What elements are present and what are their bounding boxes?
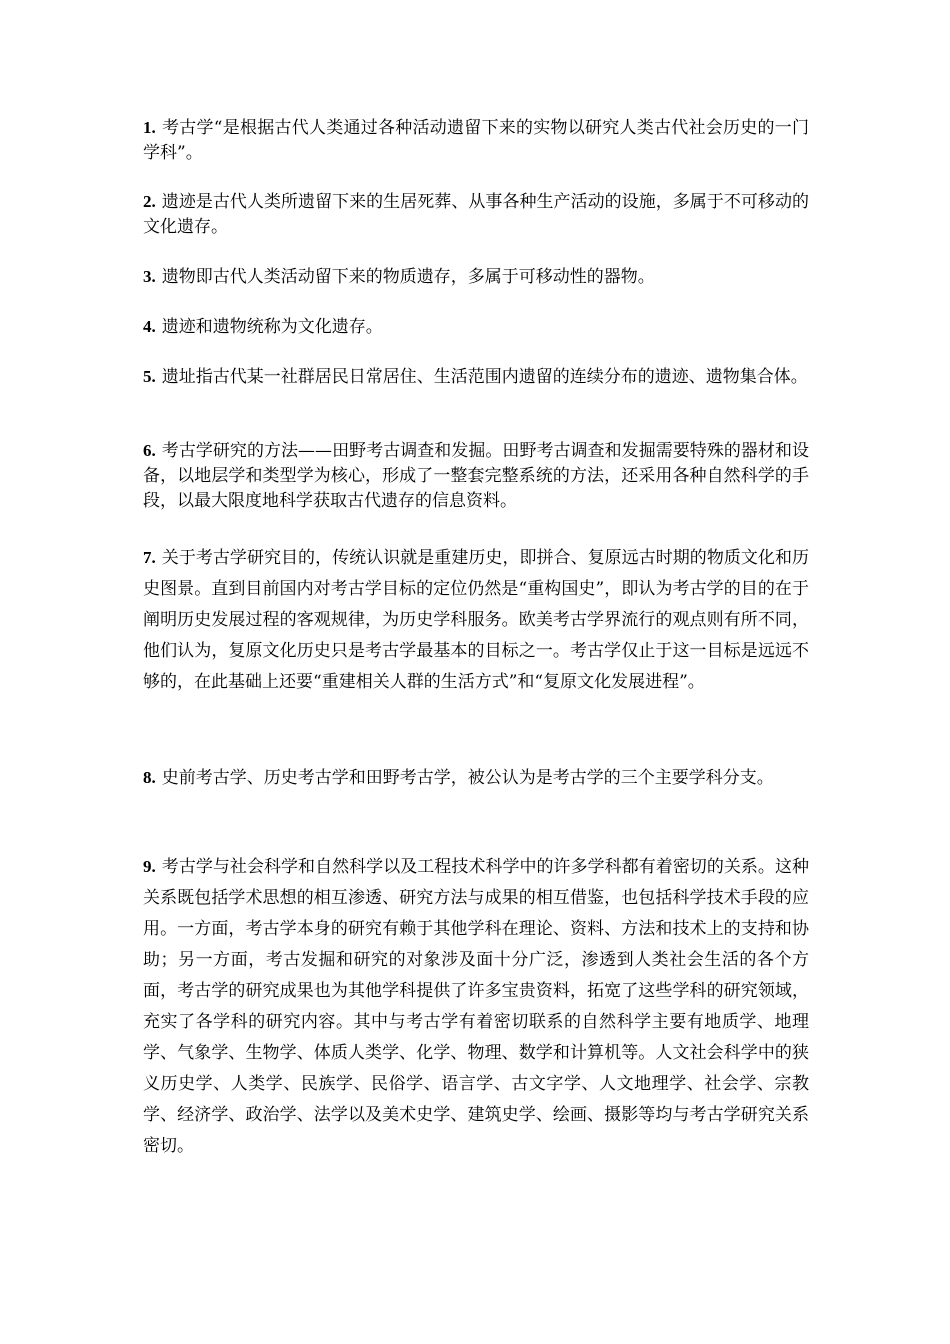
item-number: 3.: [143, 267, 156, 286]
paragraph-3: [143, 264, 809, 290]
item-number: 1.: [143, 118, 156, 137]
paragraph-7: [143, 542, 809, 698]
item-number: 2.: [143, 192, 156, 211]
paragraph-6: [143, 438, 809, 514]
item-number: 9.: [143, 857, 156, 876]
paragraph-text: 考古学与社会科学和自然科学以及工程技术科学中的许多学科都有着密切的关系。这种关系既包括学术思想的相互渗透、研究方法与成果的相互借鉴，也包括科学技术手段的应用。一方面，考古学本身的研究有赖于其他学科在理论、资料、方法和技术上的支持和协助；另一方面，考古发掘和研究的对象涉及面十分广泛，渗透到人类社会生活的各个方面，考古学的研究成果也为其他学科提供了许多宝贵资料，拓宽了这些学科的研究领域，充实了各学科的研究内容。其中与考古学有着密切联系的自然科学主要有地质学、地理学、气象学、生物学、体质人类学、化学、物理、数学和计算机等。人文社会科学中的狭义历史学、人类学、民族学、民俗学、语言学、古文字学、人文地理学、社会学、宗教学、经济学、政治学、法学以及美术史学、建筑史学、绘画、摄影等均与考古学研究关系密切。: [143, 857, 809, 1156]
paragraph-text: 遗迹和遗物统称为文化遗存。: [161, 317, 383, 337]
item-number: 5.: [143, 367, 156, 386]
paragraph-2: [143, 189, 809, 240]
item-number: 7.: [143, 548, 156, 567]
paragraph-9: [143, 851, 809, 1162]
paragraph-text: 遗址指古代某一社群居民日常居住、生活范围内遗留的连续分布的遗迹、遗物集合体。: [161, 367, 808, 387]
paragraph-text: 遗物即古代人类活动留下来的物质遗存，多属于可移动性的器物。: [161, 267, 655, 287]
paragraph-text: 考古学“是根据古代人类通过各种活动遗留下来的实物以研究人类古代社会历史的一门学科”。: [143, 118, 809, 163]
paragraph-4: [143, 314, 809, 340]
paragraph-text: 史前考古学、历史考古学和田野考古学，被公认为是考古学的三个主要学科分支。: [161, 768, 774, 788]
paragraph-8: [143, 762, 809, 794]
item-number: 4.: [143, 317, 156, 336]
paragraph-text: 关于考古学研究目的，传统认识就是重建历史，即拼合、复原远古时期的物质文化和历史图景。直到目前国内对考古学目标的定位仍然是“重构国史”，即认为考古学的目的在于阐明历史发展过程的客观规律，为历史学科服务。欧美考古学界流行的观点则有所不同，他们认为，复原文化历史只是考古学最基本的目标之一。考古学仅止于这一目标是远远不够的，在此基础上还要“重建相关人群的生活方式”和“复原文化发展进程”。: [143, 548, 809, 692]
paragraph-text: 考古学研究的方法——田野考古调查和发掘。田野考古调查和发掘需要特殊的器材和设备，以地层学和类型学为核心，形成了一整套完整系统的方法，还采用各种自然科学的手段，以最大限度地科学获取古代遗存的信息资料。: [143, 441, 809, 511]
item-number: 8.: [143, 768, 156, 787]
paragraph-5: [143, 364, 809, 390]
item-number: 6.: [143, 441, 156, 460]
paragraph-text: 遗迹是古代人类所遗留下来的生居死葬、从事各种生产活动的设施，多属于不可移动的文化遗存。: [143, 192, 809, 237]
paragraph-1: [143, 115, 809, 166]
